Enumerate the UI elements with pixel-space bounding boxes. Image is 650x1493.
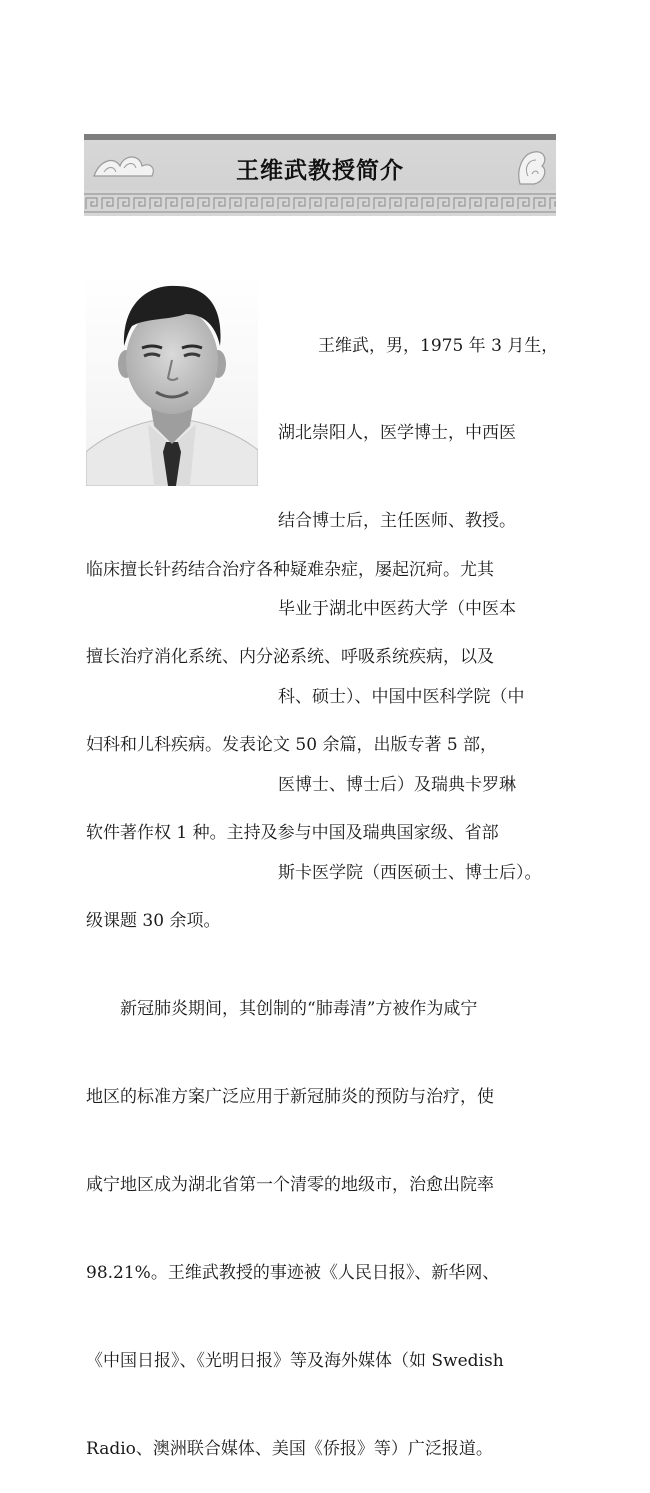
bio-line: 软件著作权 1 种。主持及参与中国及瑞典国家级、省部	[86, 823, 499, 844]
fret-border	[84, 190, 556, 216]
banner-top-rule	[84, 134, 556, 140]
portrait-photo	[86, 274, 258, 486]
bio-line: 斯卡医学院（西医硕士、博士后）。	[278, 862, 542, 883]
bio-line: Radio、澳洲联合媒体、美国《侨报》等）广泛报道。	[86, 1438, 493, 1459]
bio-line: 医博士、博士后）及瑞典卡罗琳	[278, 775, 516, 796]
portrait-illustration	[86, 274, 258, 486]
bio-line: 98.21%。王维武教授的事迹被《人民日报》、新华网、	[86, 1262, 500, 1283]
bio-line: 擅长治疗消化系统、内分泌系统、呼吸系统疾病，以及	[86, 647, 494, 668]
bio-line: 妇科和儿科疾病。发表论文 50 余篇，出版专著 5 部，	[86, 735, 498, 756]
title-banner	[84, 134, 556, 216]
bio-line: 地区的标准方案广泛应用于新冠肺炎的预防与治疗，使	[86, 1086, 494, 1107]
bio-line: 科、硕士）、中国中医科学院（中	[278, 687, 525, 708]
bio-line: 临床擅长针药结合治疗各种疑难杂症，屡起沉疴。尤其	[86, 559, 494, 580]
bio-line: 级课题 30 余项。	[86, 911, 221, 932]
bio-full-block	[86, 497, 504, 1493]
bio-line: 新冠肺炎期间，其创制的“肺毒清”方被作为咸宁	[120, 999, 478, 1020]
bio-line: 咸宁地区成为湖北省第一个清零的地级市，治愈出院率	[86, 1174, 494, 1195]
bio-line: 结合博士后，主任医师、教授。	[278, 511, 516, 532]
bio-line: 王维武，男，1975 年 3 月生，	[318, 335, 559, 356]
bio-line: 《中国日报》、《光明日报》等及海外媒体（如 Swedish	[86, 1350, 504, 1371]
bio-line: 毕业于湖北中医药大学（中医本	[278, 599, 516, 620]
page-title: 王维武教授简介	[236, 158, 404, 184]
bio-line: 湖北崇阳人，医学博士，中西医	[278, 423, 516, 444]
